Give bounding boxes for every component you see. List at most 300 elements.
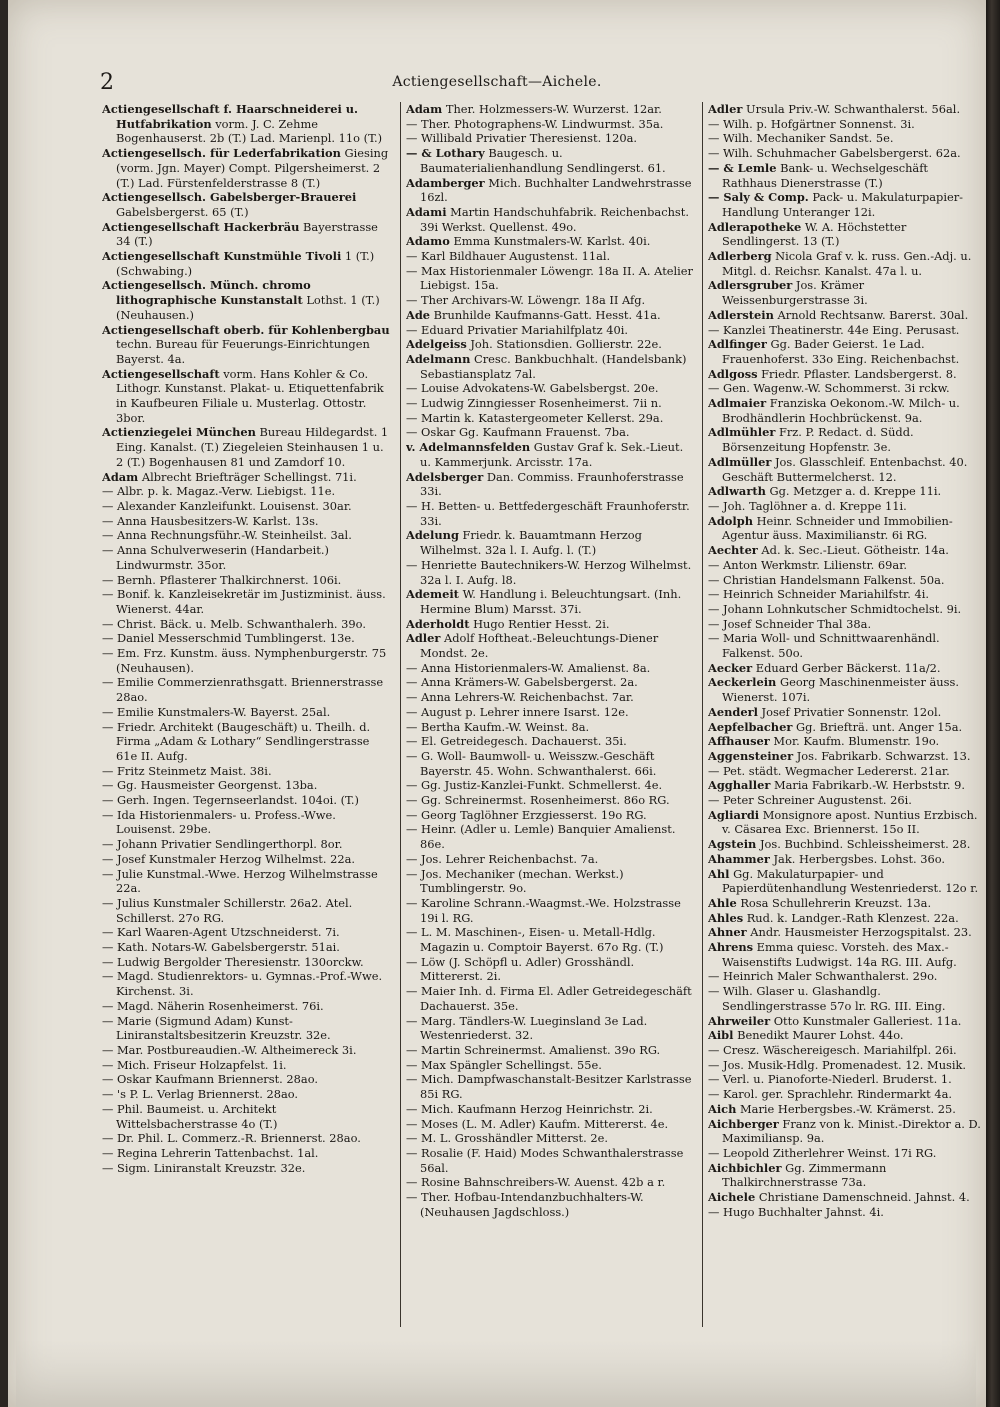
entry-text: — Rosalie (F. Haid) Modes Schwanthalerstrasse 56al. — [406, 1145, 684, 1175]
entry-text: — Jos. Musik-Hdlg. Promenadest. 12. Musik. — [708, 1057, 967, 1072]
entry-headword: Actiengesellschaft f. Haarschneiderei u. Hutfabrikation — [102, 102, 358, 131]
directory-entry — [708, 1028, 986, 1043]
entry-headword: Aeckerlein — [708, 675, 777, 690]
entry-text: — Johann Privatier Sendlingerthorpl. 8or. — [102, 837, 343, 852]
entry-text: Joh. Stationsdien. Gollierstr. 22e. — [466, 337, 662, 352]
directory-entry — [708, 146, 986, 161]
entry-text: — Albr. p. k. Magaz.-Verw. Liebigst. 11e. — [102, 484, 336, 499]
entry-text: — Ther. Photographens-W. Lindwurmst. 35a. — [406, 116, 664, 131]
entry-text: Emma quiesc. Vorsteh. des Max.-Waisenstifts Ludwigst. 14a RG. III. Aufg. — [722, 940, 957, 969]
entry-headword: Aggensteiner — [708, 748, 794, 763]
entry-text: — Emilie Commerzienrathsgatt. Briennerstrasse 28ao. — [102, 675, 384, 705]
directory-entry — [406, 587, 696, 616]
directory-entry — [102, 1058, 394, 1073]
entry-headword: Affhauser — [708, 734, 770, 749]
entry-text: Franz von k. Minist.-Direktor a. D. Maximiliansp. 9a. — [722, 1116, 981, 1146]
entry-text: — Johann Lohnkutscher Schmidtochelst. 9i. — [708, 601, 962, 616]
directory-entry — [406, 690, 696, 705]
entry-text: — Jos. Mechaniker (mechan. Werkst.) Tumblingerstr. 9o. — [406, 866, 624, 896]
directory-entry — [102, 837, 394, 852]
entry-text: — Ther. Hofbau-Intendanzbuchhalters-W. (Neuhausen Jagdschloss.) — [406, 1190, 644, 1219]
directory-entry — [708, 455, 986, 484]
entry-headword: — Saly & Comp. — [708, 190, 809, 205]
entry-headword: Adler — [708, 102, 743, 116]
entry-headword: Adlersgruber — [708, 278, 793, 293]
entry-headword: Ademeit — [406, 587, 459, 602]
directory-entry — [708, 190, 986, 219]
book-spine-edge — [986, 0, 1000, 1407]
entry-text: vorm. J. C. Zehme Bogenhauserst. 2b (T.) Lad. Marienpl. 11o (T.) — [116, 116, 383, 146]
directory-entry — [406, 308, 696, 323]
directory-entry — [102, 573, 394, 588]
directory-entry — [406, 425, 696, 440]
directory-entry — [102, 587, 394, 616]
directory-page — [8, 0, 986, 1407]
directory-entry — [708, 543, 986, 558]
entry-text: Lothst. 1 (T.) (Neuhausen.) — [116, 293, 380, 322]
entry-text: — Karl Bildhauer Augustenst. 11al. — [406, 249, 611, 264]
entry-text: Andr. Hausmeister Herzogspitalst. 23. — [746, 925, 972, 940]
directory-entry — [708, 617, 986, 632]
entry-text: Frz. P. Redact. d. Südd. Börsenzeitung Hopfenstr. 3e. — [722, 425, 914, 455]
directory-entry — [102, 1072, 394, 1087]
entry-text: — Gerh. Ingen. Tegernseerlandst. 104oi. (T.) — [102, 793, 359, 808]
directory-entry — [708, 1190, 986, 1205]
entry-text: — Anna Krämers-W. Gabelsbergerst. 2a. — [406, 675, 638, 690]
entry-headword: Aecker — [708, 660, 753, 675]
entry-text: 1 (T.) (Schwabing.) — [116, 249, 375, 278]
entry-text: — Ludwig Bergolder Theresienstr. 130orckw. — [102, 954, 364, 969]
entry-text: — Magd. Studienrektors- u. Gymnas.-Prof.-Wwe. Kirchenst. 3i. — [102, 969, 383, 999]
directory-entry — [102, 925, 394, 940]
entry-text: Baugesch. u. Baumaterialienhandlung Sendlingerst. 61. — [420, 146, 666, 175]
entry-text: — Ida Historienmalers- u. Profess.-Wwe. Louisenst. 29be. — [102, 807, 336, 837]
entry-text: Benedikt Maurer Lohst. 44o. — [733, 1028, 904, 1043]
entry-text: Gustav Graf k. Sek.-Lieut. u. Kammerjunk. Arcisstr. 17a. — [420, 440, 684, 469]
entry-headword: Aich — [708, 1101, 737, 1116]
entry-text: — El. Getreidegesch. Dachauerst. 35i. — [406, 734, 627, 749]
entry-text: — Ludwig Zinngiesser Rosenheimerst. 7ii n. — [406, 396, 662, 411]
entry-headword: Agstein — [708, 837, 757, 852]
directory-entry — [708, 808, 986, 837]
directory-entry — [406, 793, 696, 808]
entry-text: — Karl Waaren-Agent Utzschneiderst. 7i. — [102, 925, 340, 940]
directory-entry — [406, 131, 696, 146]
entry-text: Monsignore apost. Nuntius Erzbisch. v. Cäsarea Exc. Briennerst. 15o II. — [722, 807, 978, 837]
directory-entry — [102, 675, 394, 704]
directory-entry — [708, 249, 986, 278]
entry-headword: Agliardi — [708, 807, 760, 822]
directory-entry — [102, 764, 394, 779]
entry-text: — Julius Kunstmaler Schillerstr. 26a2. Atel. Schillerst. 27o RG. — [102, 895, 353, 925]
directory-entry — [406, 1131, 696, 1146]
directory-entry — [406, 661, 696, 676]
entry-headword: Adolph — [708, 513, 753, 528]
directory-entry — [406, 955, 696, 984]
directory-entry — [708, 367, 986, 382]
directory-entry — [708, 484, 986, 499]
entry-text: Bank- u. Wechselgeschäft Rathhaus Dienerstrasse (T.) — [722, 160, 929, 190]
directory-entry — [406, 352, 696, 381]
entry-text: Arnold Rechtsanw. Barerst. 30al. — [773, 307, 969, 322]
entry-text: Dan. Commiss. Fraunhoferstrasse 33i. — [420, 469, 684, 499]
entry-headword: Adlerstein — [708, 307, 774, 322]
entry-text: — M. L. Grosshändler Mitterst. 2e. — [406, 1131, 608, 1146]
entry-text: — Anton Werkmstr. Lilienstr. 69ar. — [708, 557, 908, 572]
entry-text: Ursula Priv.-W. Schwanthalerst. 56al. — [742, 102, 961, 116]
entry-text: — Phil. Baumeist. u. Architekt Wittelsbacherstrasse 4o (T.) — [102, 1101, 278, 1131]
entry-text: — Alexander Kanzleifunkt. Louisenst. 30ar. — [102, 498, 352, 513]
entry-headword: Actiengesellschaft Hackerbräu — [102, 219, 300, 234]
entry-text: Jos. Buchbind. Schleissheimerst. 28. — [756, 837, 971, 852]
directory-entry — [708, 587, 986, 602]
entry-text: — Hugo Buchhalter Jahnst. 4i. — [708, 1204, 884, 1219]
directory-entry — [102, 940, 394, 955]
entry-text: — Leopold Zitherlehrer Weinst. 17i RG. — [708, 1145, 937, 1160]
entry-text: Adolf Hoftheat.-Beleuchtungs-Diener Mondst. 2e. — [420, 631, 659, 661]
directory-entry — [708, 720, 986, 735]
entry-text: — Mich. Dampfwaschanstalt-Besitzer Karlstrasse 85i RG. — [406, 1072, 692, 1102]
directory-entry — [102, 852, 394, 867]
directory-entry — [102, 705, 394, 720]
directory-entry — [406, 1072, 696, 1101]
entry-text: — Willibald Privatier Theresienst. 120a. — [406, 131, 637, 146]
entry-text: Ad. k. Sec.-Lieut. Götheistr. 14a. — [757, 543, 949, 558]
directory-entry — [406, 102, 696, 117]
directory-entry — [406, 1102, 696, 1117]
directory-entry — [406, 1117, 696, 1132]
entry-text: — Magd. Näherin Rosenheimerst. 76i. — [102, 998, 324, 1013]
directory-entry — [406, 925, 696, 954]
entry-text: — 's P. L. Verlag Briennerst. 28ao. — [102, 1087, 299, 1102]
entry-text: — Wilh. p. Hofgärtner Sonnenst. 3i. — [708, 116, 915, 131]
directory-entry — [708, 675, 986, 704]
directory-column-3 — [708, 102, 986, 1382]
entry-text: — Louise Advokatens-W. Gabelsbergst. 20e. — [406, 381, 659, 396]
entry-text: — Max Spängler Schellingst. 55e. — [406, 1057, 602, 1072]
entry-text: Jak. Herbergsbes. Lohst. 36o. — [769, 851, 946, 866]
directory-entry — [102, 617, 394, 632]
entry-text: Christiane Damenschneid. Jahnst. 4. — [755, 1190, 970, 1205]
entry-text: — Karoline Schrann.-Waagmst.-We. Holzstrasse 19i l. RG. — [406, 895, 681, 925]
directory-entry — [102, 955, 394, 970]
entry-text: Mich. Buchhalter Landwehrstrasse 16zl. — [420, 175, 692, 205]
column-rule — [400, 102, 401, 1327]
directory-entry — [406, 808, 696, 823]
directory-entry — [708, 925, 986, 940]
entry-text: Otto Kunstmaler Galleriest. 11a. — [770, 1013, 962, 1028]
page-stain — [16, 1340, 976, 1407]
running-title: Actiengesellschaft—Aichele. — [392, 74, 602, 90]
entry-text: — Oskar Gg. Kaufmann Frauenst. 7ba. — [406, 425, 630, 440]
entry-text: — Christian Handelsmann Falkenst. 50a. — [708, 572, 945, 587]
entry-text: — Oskar Kaufmann Briennerst. 28ao. — [102, 1072, 318, 1087]
entry-text: — Heinrich Maler Schwanthalerst. 29o. — [708, 969, 938, 984]
directory-entry — [708, 778, 986, 793]
entry-headword: Actiengesellschaft Kunstmühle Tivoli — [102, 249, 342, 264]
entry-text: — Wilh. Schuhmacher Gabelsbergerst. 62a. — [708, 146, 961, 161]
directory-entry — [102, 631, 394, 646]
directory-entry — [406, 499, 696, 528]
directory-entry — [708, 734, 986, 749]
directory-entry — [708, 1058, 986, 1073]
entry-text: Gabelsbergerst. 65 (T.) — [116, 204, 249, 219]
entry-text: — Martin Schreinermst. Amalienst. 39o RG. — [406, 1043, 661, 1057]
directory-entry — [102, 146, 394, 190]
entry-headword: Ahles — [708, 910, 744, 925]
directory-entry — [708, 705, 986, 720]
directory-entry — [102, 1146, 394, 1161]
entry-text: vorm. Hans Kohler & Co. Lithogr. Kunstanst. Plakat- u. Etiquettenfabrik in Kaufbeuren Filiale u. Musterlag. Ottostr. 3bor. — [116, 366, 384, 425]
directory-entry — [406, 1146, 696, 1175]
directory-entry — [708, 602, 986, 617]
entry-text: — Henriette Bautechnikers-W. Herzog Wilhelmst. 32a l. I. Aufg. l8. — [406, 557, 692, 587]
entry-text: — Cresz. Wäschereigesch. Mariahilfpl. 26i. — [708, 1043, 957, 1057]
entry-text: — Josef Kunstmaler Herzog Wilhelmst. 22a. — [102, 851, 356, 866]
directory-entry — [406, 734, 696, 749]
directory-entry — [708, 1072, 986, 1087]
entry-headword: v. Adelmannsfelden — [406, 440, 531, 455]
directory-entry — [708, 631, 986, 660]
directory-entry — [406, 631, 696, 660]
directory-entry — [406, 470, 696, 499]
entry-headword: Aepfelbacher — [708, 719, 793, 734]
entry-text: Nicola Graf v. k. russ. Gen.-Adj. u. Mitgl. d. Reichsr. Kanalst. 47a l. u. — [722, 249, 972, 278]
directory-entry — [406, 323, 696, 338]
directory-entry — [708, 852, 986, 867]
entry-text: — Pet. städt. Wegmacher Ledererst. 21ar. — [708, 763, 950, 778]
entry-text: techn. Bureau für Feuerungs-Einrichtungen Bayerst. 4a. — [116, 337, 370, 366]
directory-entry — [102, 470, 394, 485]
directory-entry — [708, 984, 986, 1013]
directory-entry — [406, 617, 696, 632]
directory-entry — [708, 308, 986, 323]
entry-text: Brunhilde Kaufmanns-Gatt. Hesst. 41a. — [430, 307, 661, 322]
directory-entry — [406, 381, 696, 396]
directory-entry — [708, 102, 986, 117]
entry-text: — Maier Inh. d. Firma El. Adler Getreidegeschäft Dachauerst. 35e. — [406, 984, 692, 1013]
directory-entry — [406, 117, 696, 132]
entry-headword: Ahammer — [708, 851, 770, 866]
entry-text: — Peter Schreiner Augustenst. 26i. — [708, 793, 912, 808]
directory-entry — [102, 499, 394, 514]
entry-headword: Ahl — [708, 866, 730, 881]
directory-entry — [102, 528, 394, 543]
directory-entry — [708, 161, 986, 190]
directory-entry — [708, 867, 986, 896]
directory-entry — [406, 1190, 696, 1219]
entry-text: Bayerstrasse 34 (T.) — [116, 219, 378, 249]
entry-text: — Heinr. (Adler u. Lemle) Banquier Amalienst. 86e. — [406, 822, 676, 852]
directory-entry — [406, 675, 696, 690]
entry-headword: Actiengesellsch. Gabelsberger-Brauerei — [102, 190, 357, 205]
entry-headword: Ahrens — [708, 940, 754, 955]
entry-text: Giesing (vorm. Jgn. Mayer) Compt. Pilgersheimerst. 2 (T.) Lad. Fürstenfelderstrasse 8 (T.) — [116, 146, 389, 190]
directory-entry — [708, 1014, 986, 1029]
entry-headword: Actiengesellsch. Münch. chromo lithographische Kunstanstalt — [102, 278, 311, 308]
directory-entry — [406, 822, 696, 851]
directory-entry — [102, 720, 394, 764]
directory-entry — [102, 969, 394, 998]
entry-headword: Adlwarth — [708, 484, 766, 499]
entry-text: Eduard Gerber Bäckerst. 11a/2. — [752, 660, 941, 675]
entry-headword: Adamo — [406, 234, 450, 249]
directory-entry — [406, 205, 696, 234]
entry-text: — Rosine Bahnschreibers-W. Auenst. 42b a r. — [406, 1175, 666, 1190]
entry-text: — Fritz Steinmetz Maist. 38i. — [102, 763, 272, 778]
directory-entry — [406, 440, 696, 469]
entry-headword: — & Lothary — [406, 146, 485, 161]
entry-text: — Karol. ger. Sprachlehr. Rindermarkt 4a. — [708, 1087, 952, 1102]
directory-entry — [406, 1043, 696, 1058]
entry-text: — Moses (L. M. Adler) Kaufm. Mittererst. 4e. — [406, 1116, 669, 1131]
entry-text: Gg. Zimmermann Thalkirchnerstrasse 73a. — [722, 1160, 887, 1190]
entry-headword: Actienziegelei München — [102, 425, 256, 440]
entry-text: — L. M. Maschinen-, Eisen- u. Metall-Hdlg. Magazin u. Comptoir Bayerst. 67o Rg. (T.) — [406, 925, 664, 955]
entry-headword: Aechter — [708, 543, 758, 558]
directory-entry — [102, 808, 394, 837]
entry-text: Martin Handschuhfabrik. Reichenbachst. 39i Werkst. Quellenst. 49o. — [420, 204, 689, 234]
entry-text: — Heinrich Schneider Mariahilfstr. 4i. — [708, 587, 929, 602]
entry-headword: Adelsberger — [406, 469, 484, 484]
entry-headword: Ahrweiler — [708, 1013, 771, 1028]
entry-text: Gg. Metzger a. d. Kreppe 11i. — [765, 484, 942, 499]
entry-headword: Actiengesellsch. für Lederfabrikation — [102, 146, 341, 161]
entry-text: — Friedr. Architekt (Baugeschäft) u. Theilh. d. Firma „Adam & Lothary“ Sendlingerstrasse 61e II. Aufg. — [102, 719, 371, 763]
directory-entry — [708, 749, 986, 764]
entry-headword: Agghaller — [708, 778, 771, 793]
directory-entry — [102, 1043, 394, 1058]
directory-entry — [708, 573, 986, 588]
entry-text: — Ther Archivars-W. Löwengr. 18a II Afg. — [406, 293, 646, 308]
directory-entry — [708, 220, 986, 249]
entry-text: Marie Herbergsbes.-W. Krämerst. 25. — [736, 1101, 956, 1116]
entry-text: — Josef Schneider Thal 38a. — [708, 616, 872, 631]
entry-headword: Aichbichler — [708, 1160, 782, 1175]
directory-entry — [102, 102, 394, 146]
entry-text: Albrecht Briefträger Schellingst. 71i. — [138, 469, 357, 484]
entry-text: Friedr. Pflaster. Landsbergerst. 8. — [757, 366, 957, 381]
entry-headword: Adam — [102, 469, 139, 484]
entry-text: Cresc. Bankbuchhalt. (Handelsbank) Sebastiansplatz 7al. — [420, 351, 687, 381]
directory-entry — [102, 1014, 394, 1043]
entry-headword: Aibl — [708, 1028, 734, 1043]
directory-entry — [102, 793, 394, 808]
entry-text: Ther. Holzmessers-W. Wurzerst. 12ar. — [442, 102, 662, 116]
entry-text: — H. Betten- u. Bettfedergeschäft Fraunhoferstr. 33i. — [406, 498, 690, 528]
entry-text: — Kanzlei Theatinerstr. 44e Eing. Perusast. — [708, 322, 960, 337]
entry-text: — Wilh. Glaser u. Glashandlg. Sendlingerstrasse 57o lr. RG. III. Eing. — [708, 984, 946, 1013]
entry-text: Josef Privatier Sonnenstr. 12ol. — [757, 704, 942, 719]
directory-entry — [102, 367, 394, 426]
entry-text: — Max Historienmaler Löwengr. 18a II. A. Atelier Liebigst. 15a. — [406, 263, 693, 293]
entry-text: Heinr. Schneider und Immobilien-Agentur äuss. Maximilianstr. 6i RG. — [722, 513, 953, 543]
directory-entry — [406, 337, 696, 352]
directory-entry — [708, 117, 986, 132]
entry-text: — Mar. Postbureaudien.-W. Altheimereck 3i. — [102, 1043, 357, 1057]
directory-entry — [406, 984, 696, 1013]
directory-entry — [406, 778, 696, 793]
entry-text: Hugo Rentier Hesst. 2i. — [469, 616, 610, 631]
entry-text: Mor. Kaufm. Blumenstr. 19o. — [769, 734, 940, 749]
entry-headword: Adam — [406, 102, 443, 116]
entry-text: — Sigm. Liniranstalt Kreuzstr. 32e. — [102, 1160, 306, 1175]
entry-headword: Adlfinger — [708, 337, 767, 352]
directory-entry — [406, 1058, 696, 1073]
entry-text: — Regina Lehrerin Tattenbachst. 1al. — [102, 1145, 319, 1160]
entry-text: — Dr. Phil. L. Commerz.-R. Briennerst. 28ao. — [102, 1131, 361, 1146]
directory-entry — [102, 543, 394, 572]
entry-text: Jos. Krämer Weissenburgerstrasse 3i. — [722, 278, 868, 308]
entry-headword: Adelung — [406, 528, 459, 543]
directory-entry — [708, 1161, 986, 1190]
directory-entry — [708, 1087, 986, 1102]
directory-entry — [708, 661, 986, 676]
entry-headword: Ade — [406, 307, 431, 322]
entry-text: — Gg. Hausmeister Georgenst. 13ba. — [102, 778, 318, 793]
directory-entry — [406, 749, 696, 778]
entry-text: — Marg. Tändlers-W. Lueginsland 3e Lad. Westenriederst. 32. — [406, 1013, 648, 1043]
entry-text: W. Handlung i. Beleuchtungsart. (Inh. Hermine Blum) Marsst. 37i. — [420, 587, 682, 616]
entry-headword: Adelmann — [406, 351, 471, 366]
entry-headword: Adler — [406, 631, 441, 646]
entry-text: — Maria Woll- und Schnittwaarenhändl. Falkenst. 50o. — [708, 631, 940, 661]
entry-text: — Anna Schulverweserin (Handarbeit.) Lindwurmstr. 35or. — [102, 543, 329, 572]
entry-text: — Anna Lehrers-W. Reichenbachst. 7ar. — [406, 690, 634, 705]
entry-text: Rud. k. Landger.-Rath Klenzest. 22a. — [743, 910, 959, 925]
directory-entry — [406, 176, 696, 205]
entry-headword: Aderholdt — [406, 616, 470, 631]
entry-headword: Ahner — [708, 925, 747, 940]
directory-entry — [708, 558, 986, 573]
entry-headword: Adlerapotheke — [708, 219, 802, 234]
directory-entry — [406, 705, 696, 720]
entry-text: — Marie (Sigmund Adam) Kunst- Liniranstaltsbesitzerin Kreuzstr. 32e. — [102, 1013, 331, 1043]
entry-text: Jos. Glasschleif. Entenbachst. 40. Geschäft Buttermelcherst. 12. — [722, 454, 968, 484]
directory-entry — [708, 969, 986, 984]
directory-entry — [708, 793, 986, 808]
entry-text: Rosa Schullehrerin Kreuzst. 13a. — [736, 895, 932, 910]
entry-text: Gg. Makulaturpapier- und Papierdütenhandlung Westenriederst. 12o r. — [722, 866, 979, 896]
directory-entry — [406, 146, 696, 175]
directory-entry — [708, 1102, 986, 1117]
entry-text: — Kath. Notars-W. Gabelsbergerstr. 51ai. — [102, 940, 340, 955]
directory-entry — [708, 1146, 986, 1161]
entry-headword: Adamberger — [406, 175, 485, 190]
entry-text: — Gg. Justiz-Kanzlei-Funkt. Schmellerst. 4e. — [406, 778, 663, 793]
directory-entry — [102, 778, 394, 793]
entry-text: Gg. Bader Geierst. 1e Lad. Frauenhoferst. 33o Eing. Reichenbachst. — [722, 337, 960, 366]
entry-headword: Adlmüller — [708, 454, 772, 469]
entry-headword: Adlgoss — [708, 366, 758, 381]
directory-entry — [102, 190, 394, 219]
page-number: 2 — [100, 70, 114, 95]
entry-headword: Aichele — [708, 1190, 756, 1205]
directory-entry — [102, 1131, 394, 1146]
directory-entry — [406, 396, 696, 411]
entry-text: Friedr. k. Bauamtmann Herzog Wilhelmst. 32a l. I. Aufg. l. (T.) — [420, 528, 642, 558]
entry-text: — Gen. Wagenw.-W. Schommerst. 3i rckw. — [708, 381, 950, 396]
entry-text: — Eduard Privatier Mariahilfplatz 40i. — [406, 322, 628, 337]
entry-text: — Martin k. Katastergeometer Kellerst. 29a. — [406, 410, 664, 425]
entry-text: — August p. Lehrer innere Isarst. 12e. — [406, 704, 629, 719]
entry-text: — Anna Hausbesitzers-W. Karlst. 13s. — [102, 513, 319, 528]
entry-text: — Anna Historienmalers-W. Amalienst. 8a. — [406, 660, 651, 675]
directory-entry — [708, 337, 986, 366]
entry-text: — Gg. Schreinermst. Rosenheimerst. 86o RG. — [406, 793, 670, 808]
entry-text: — Christ. Bäck. u. Melb. Schwanthalerh. 39o. — [102, 616, 366, 631]
directory-entry — [102, 514, 394, 529]
